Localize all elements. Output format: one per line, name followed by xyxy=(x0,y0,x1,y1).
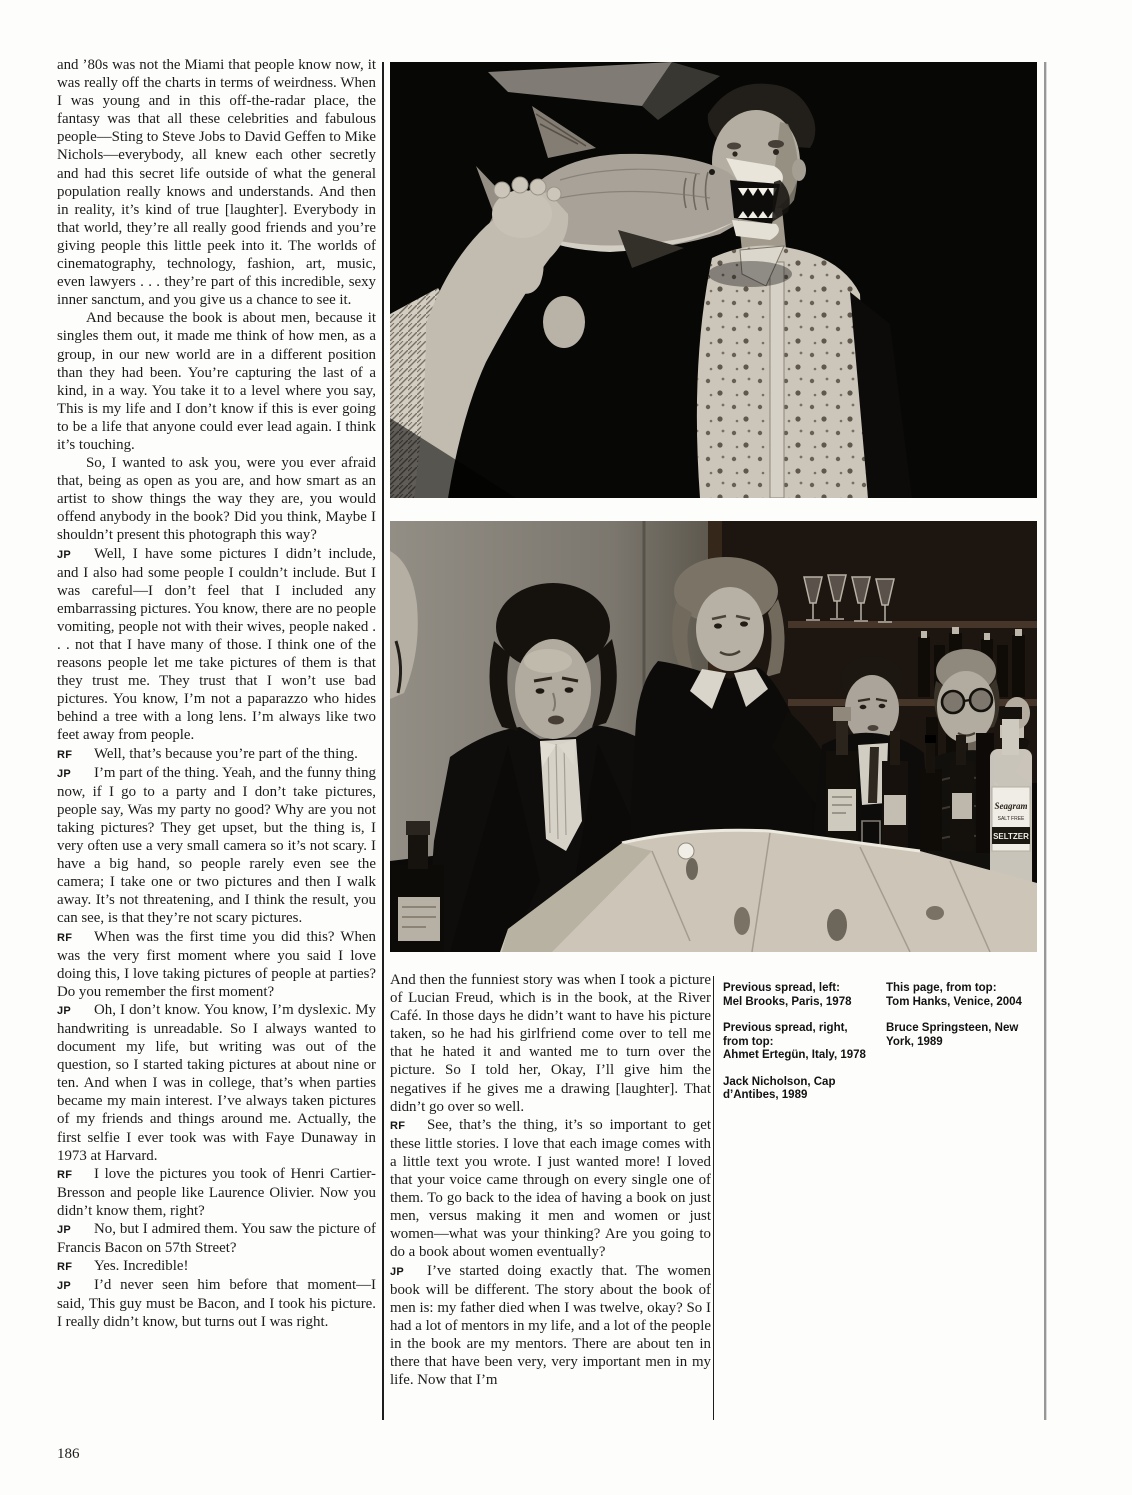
speaker-label: RF xyxy=(57,1168,73,1181)
speaker-label: JP xyxy=(57,1224,72,1236)
photo-bruce-springsteen-bar xyxy=(390,521,1037,952)
page-number: 186 xyxy=(57,1446,80,1462)
speaker-label: JP xyxy=(57,1280,72,1293)
photo-tom-hanks-shark xyxy=(390,62,1037,498)
column-rule-middle xyxy=(713,976,714,1420)
paragraph: JP Oh, I don’t know. You know, I’m dyslexic. My handwriting is unreadable. So I always wanted to document my life, but writing was out of the question, so I started taking pictures at about nine or ten. And when I was in college, that’s when parties became my main interest. I’ve always taken pictures of my friends and things around me. Actually, the first selfie I ever took was with Faye Dunaway in 1973 at Harvard. xyxy=(57,1001,376,1164)
paragraph: and ’80s was not the Miami that people know now, it was really off the charts in terms of weirdness. When I was young and in this off-the-radar place, the fantasy was that all these celebrities and fabulous people—Sting to Steve Jobs to David Geffen to Mike Nichols—everybody, all knew each other secretly and had this secret life outside of what the general population really knows and understands. And then in reality, it’s kind of true [laughter]. Everybody in that world, they’re all really good friends and you’re giving people this little peek into it. The worlds of cinematography, technology, fashion, art, music, even lawyers . . . they’re part of this incredible, sexy inner sanctum, and you give us a chance to see it. xyxy=(57,57,377,309)
svg-text:Seagram: Seagram xyxy=(994,801,1028,811)
speaker-label: JP xyxy=(57,1004,72,1017)
column-rule-left xyxy=(382,62,384,1420)
paragraph: And then the funniest story was when I took a picture of Lucian Freud, which is in the book, at the River Café. In those days he didn’t want to have his picture taken, so he had his girlfriend come over to tell me that he hated it and wanted me to turn over the picture. So I told her, Okay, I’ll give him the negatives if he gives me a drawing [laughter]. That didn’t go over so well. xyxy=(390,972,711,1115)
photo-caption: This page, from top: Tom Hanks, Venice, 2004 xyxy=(886,982,1022,1008)
photo-caption: Jack Nicholson, Cap d’Antibes, 1989 xyxy=(723,1075,836,1101)
paragraph: RF See, that’s the thing, it’s so important to get these little stories. I love that each image comes with a little text you wrote. I just wanted more! I loved that your voice came through on every single one of them. To go back to the idea of having a book on just men, versus making it men and women or just women—what was your thinking? Are you going to do a book about women eventually? xyxy=(390,1116,711,1261)
speaker-label: RF xyxy=(57,931,73,944)
paragraph: RF Well, that’s because you’re part of the thing. xyxy=(57,745,376,764)
photo-caption: Previous spread, left: Mel Brooks, Paris, 1978 xyxy=(723,982,852,1008)
left-text-column xyxy=(57,56,376,1332)
paragraph: RF I love the pictures you took of Henri Cartier-Bresson and people like Laurence Olivier. Now you didn’t know them, right? xyxy=(57,1165,376,1219)
photo-tom-hanks-shark-artwork xyxy=(390,62,1037,498)
paragraph: So, I wanted to ask you, were you ever afraid that, being as open as you are, and how smart as an artist to show things the way they are, you would offend anybody in the book? Did you think, Maybe I shouldn’t present this photograph this way? xyxy=(57,455,376,544)
paragraph: JP I’ve started doing exactly that. The women book will be different. The story about the book of men is: my father died when I was twelve, okay? So I had a lot of mentors in my life, and a lot of the people in the book are my mentors. There are about ten in there that have been very, very important men in my life. Now that I’m xyxy=(390,1262,711,1389)
caption-column-this-page xyxy=(886,982,1046,1062)
speaker-label: JP xyxy=(57,767,72,780)
svg-text:SELTZER: SELTZER xyxy=(993,832,1029,841)
paragraph: And because the book is about men, because it singles them out, it made me think of how men, as a group, in our new world are in a different position than they had been. You’re capturing the last of a kind, in a way. You take it to a level where you say, This is my life and I don’t know if this is ever going to be a life that anyone could ever lead again. I think it’s touching. xyxy=(57,310,376,453)
caption-column-previous-spread xyxy=(723,982,873,1116)
paragraph: JP I’d never seen him before that moment—I said, This guy must be Bacon, and I took his picture. I really didn’t know, but turns out I was right. xyxy=(57,1277,376,1331)
paragraph: JP Well, I have some pictures I didn’t include, and I also had some people I couldn’t include. But I was careful—I don’t feel that I included any embarrassing pictures. You know, there are no people vomiting, people not with their wives, people naked . . . not that I have many of those. I think one of the reasons people let me take pictures of them is that they trust me. They trust that I won’t use bad pictures. You know, I’m not a paparazzo who hides behind a tree with a long lens. I’m always like two feet away from people. xyxy=(57,545,376,744)
speaker-label: RF xyxy=(57,748,73,761)
page-edge-rule xyxy=(1044,62,1047,1420)
speaker-label: RF xyxy=(390,1119,406,1132)
middle-text-column xyxy=(390,971,711,1389)
paragraph: RF When was the first time you did this? When was the very first moment where you said I love doing this, I love taking pictures of people at parties? Do you remember the first moment? xyxy=(57,928,376,1000)
photo-caption: Previous spread, right, from top: Ahmet Ertegün, Italy, 1978 xyxy=(723,1022,866,1061)
paragraph: JP No, but I admired them. You saw the picture of Francis Bacon on 57th Street? xyxy=(57,1221,376,1257)
svg-text:SALT FREE: SALT FREE xyxy=(997,816,1025,822)
paragraph: JP I’m part of the thing. Yeah, and the funny thing now, if I go to a party and I don’t take pictures, people say, Was my party no good? Why are you not taking pictures? They get upset, but the thing is, I very often use a very small camera so it’s not scary. I have a big hand, so people rarely even see the camera; I take one or two pictures and then I walk away. It’s not threatening, and I think the result, you can see, is that they’re not scary pictures. xyxy=(57,764,376,927)
paragraph: RF Yes. Incredible! xyxy=(57,1257,376,1276)
photo-caption: Bruce Springsteen, New York, 1989 xyxy=(886,1022,1019,1048)
photo-bar-scene-artwork xyxy=(390,521,1037,952)
speaker-label: JP xyxy=(390,1265,405,1278)
speaker-label: JP xyxy=(57,548,72,561)
speaker-label: RF xyxy=(57,1261,73,1274)
